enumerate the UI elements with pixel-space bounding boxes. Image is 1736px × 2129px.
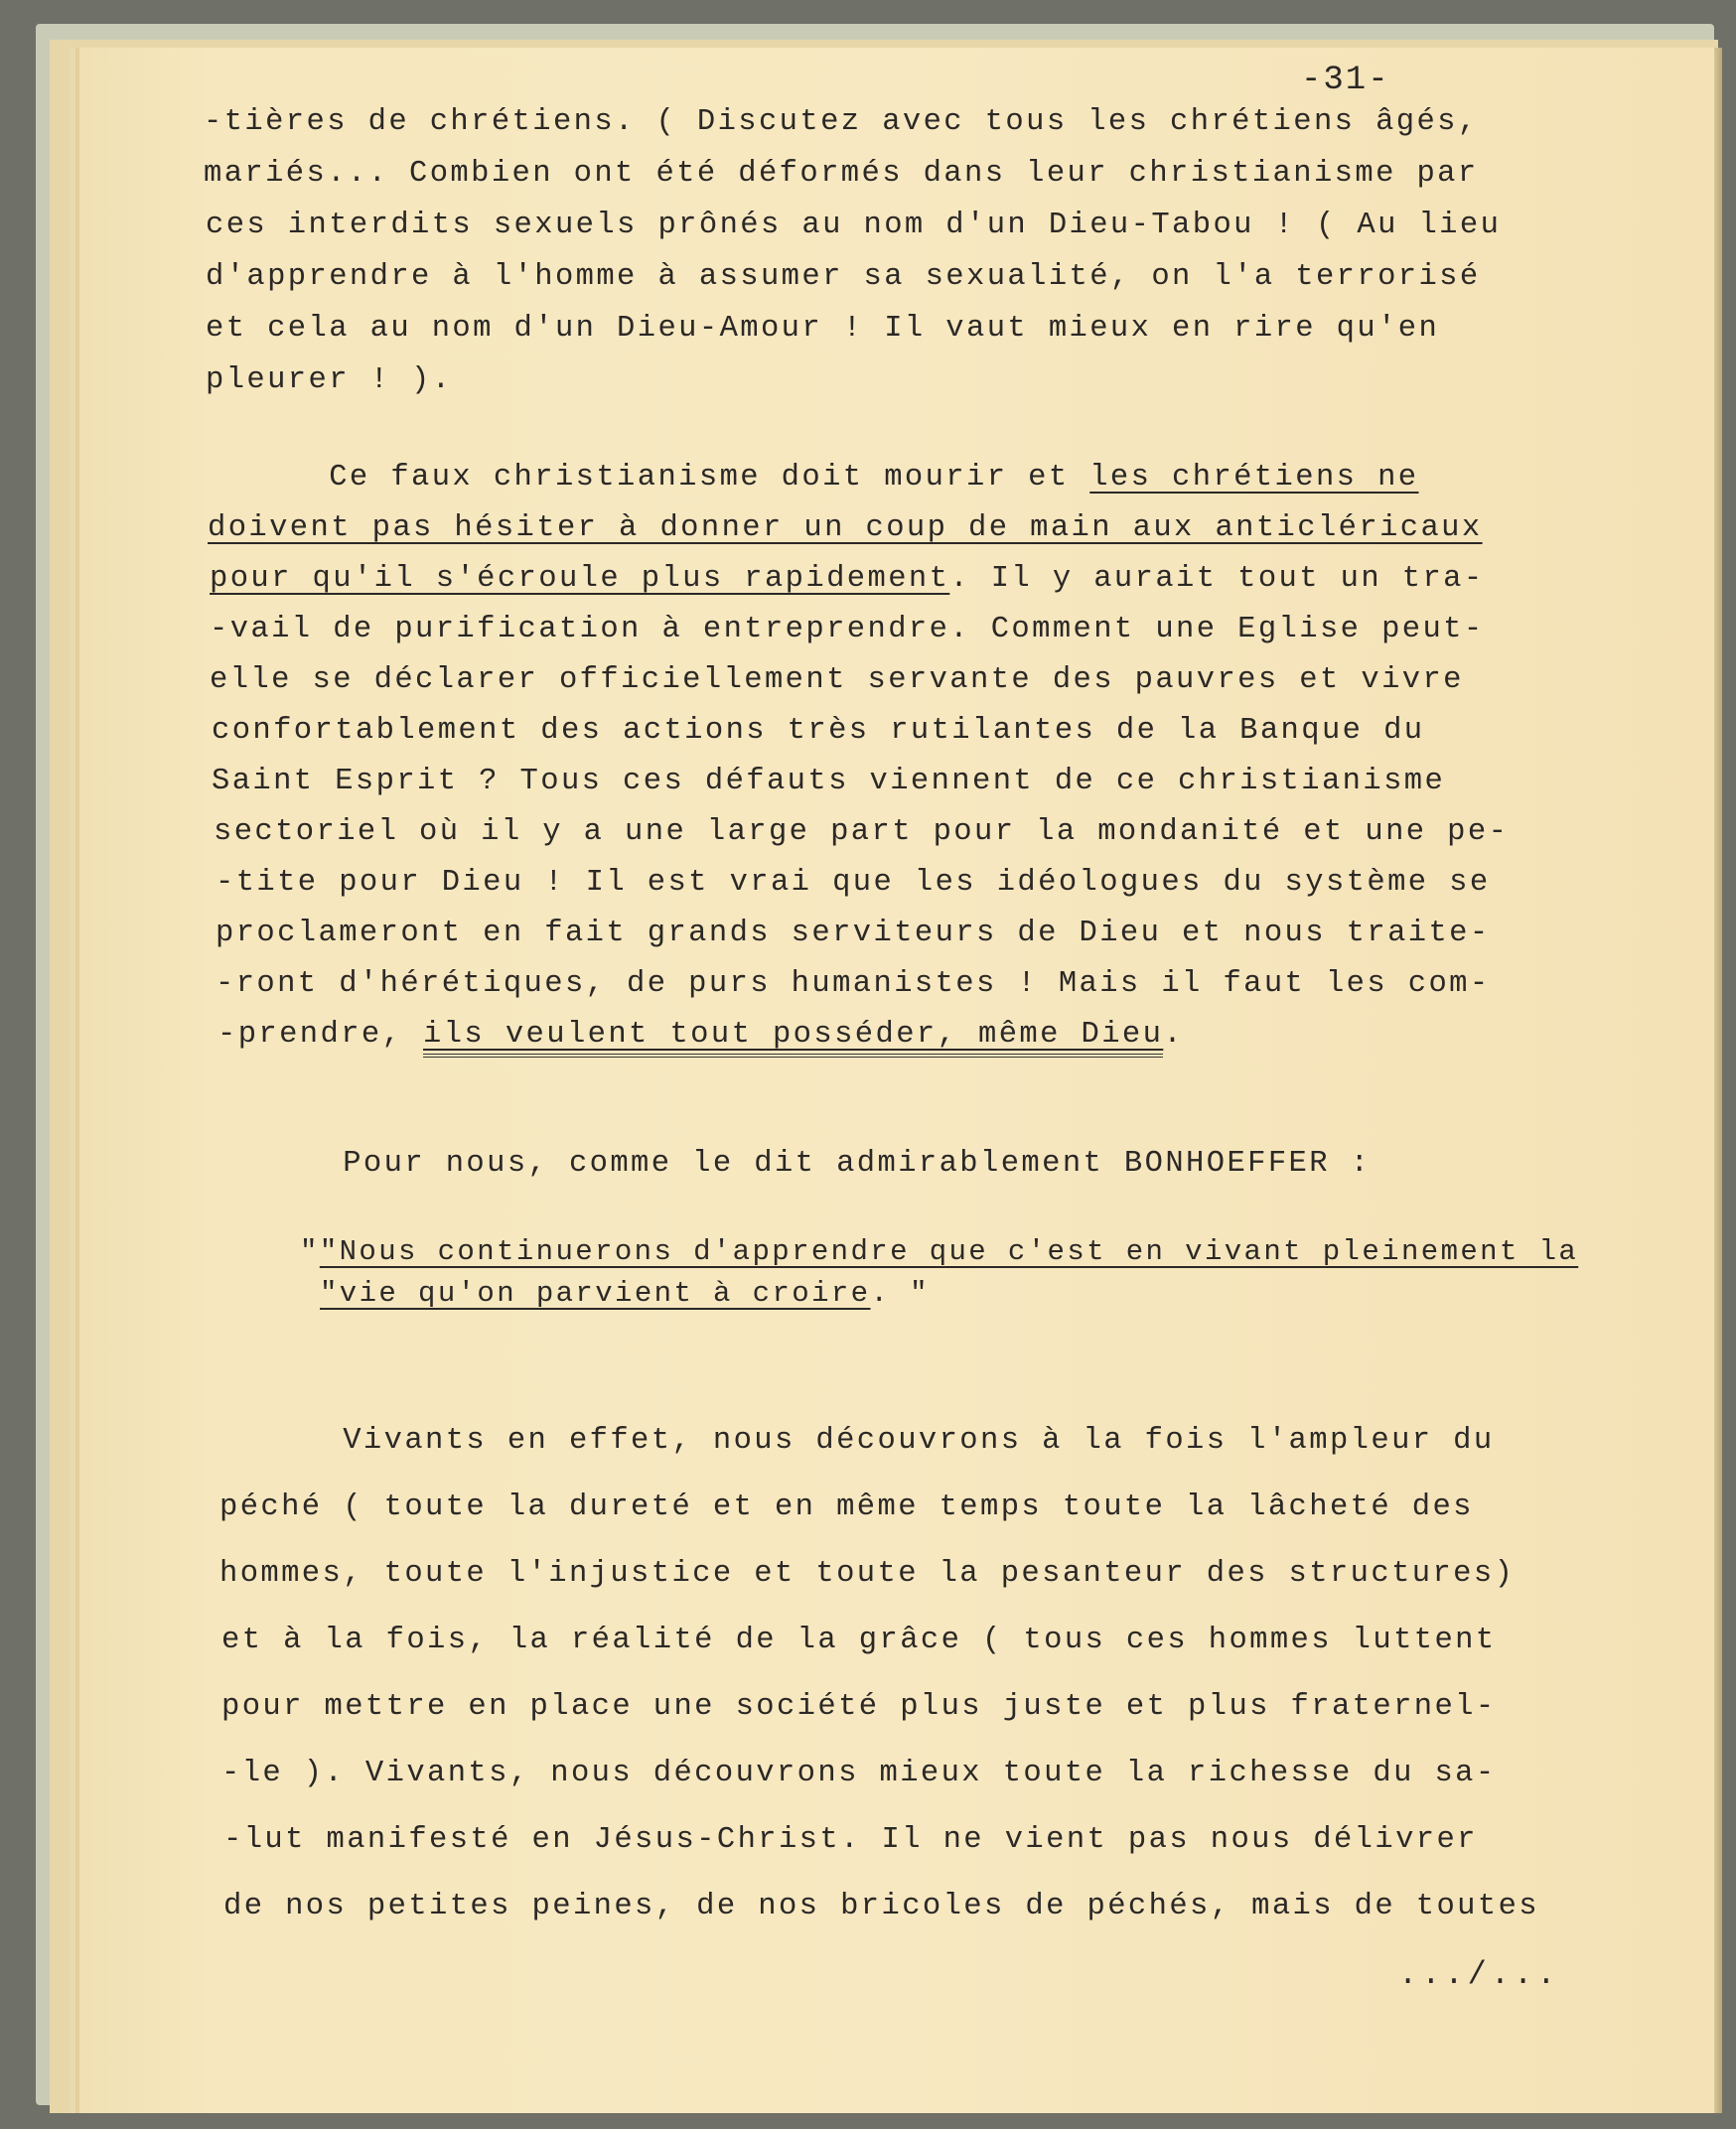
text-segment: -prendre, [217, 1018, 424, 1052]
text-segment: . " [870, 1277, 930, 1310]
text-line: Saint Esprit ? Tous ces défauts viennent de ce christianisme [212, 765, 1446, 798]
text-line: elle se déclarer officiellement servante des pauvres et vivre [210, 663, 1464, 697]
underlined-text: "vie qu'on parvient à croire [320, 1277, 871, 1310]
text-line: mariés... Combien ont été déformés dans leur christianisme par [204, 157, 1479, 191]
text-line: -lut manifesté en Jésus-Christ. Il ne vient pas nous délivrer [223, 1823, 1478, 1857]
underlined-text: les chrétiens ne [1089, 461, 1419, 495]
text-line: pour mettre en place une société plus juste et plus fraternel- [221, 1690, 1497, 1724]
text-line: de nos petites peines, de nos bricoles de péchés, mais de toutes [223, 1890, 1539, 1923]
document-page [79, 48, 1718, 2113]
text-line: Pour nous, comme le dit admirablement BONHOEFFER : [219, 1147, 1372, 1181]
text-line: -vail de purification à entreprendre. Comment une Eglise peut- [210, 613, 1485, 646]
underlined-text: "Nous continuerons d'apprendre que c'est en vivant pleinement la [319, 1235, 1579, 1268]
text-line: d'apprendre à l'homme à assumer sa sexualité, on l'a terrorisé [206, 260, 1481, 294]
text-line [206, 463, 1418, 494]
quote-line [320, 1279, 930, 1308]
text-line: et à la fois, la réalité de la grâce ( tous ces hommes luttent [221, 1624, 1497, 1657]
continuation-mark: .../... [1398, 1956, 1560, 1993]
text-line: péché ( toute la dureté et en même temps toute la lâcheté des [219, 1490, 1474, 1524]
underlined-text: ils veulent tout posséder, même Dieu [423, 1018, 1163, 1058]
text-line: et cela au nom d'un Dieu-Amour ! Il vaut mieux en rire qu'en [206, 312, 1440, 346]
text-line: -ront d'hérétiques, de purs humanistes ! Mais il faut les com- [216, 967, 1491, 1001]
text-line: confortablement des actions très rutilantes de la Banque du [212, 714, 1425, 748]
text-line: -tières de chrétiens. ( Discutez avec tous les chrétiens âgés, [204, 105, 1479, 139]
underlined-text: doivent pas hésiter à donner un coup de main aux anticléricaux [208, 511, 1483, 545]
text-line [217, 1020, 1184, 1051]
text-line: ces interdits sexuels prônés au nom d'un Dieu-Tabou ! ( Au lieu [206, 209, 1502, 242]
text-line [208, 513, 1483, 544]
text-line [210, 564, 1485, 595]
text-segment: Ce faux christianisme doit mourir et [206, 461, 1090, 495]
text-segment: " [300, 1235, 320, 1268]
underlined-text: pour qu'il s'écroule plus rapidement [210, 562, 950, 596]
page-edge [1714, 48, 1722, 2113]
quote-line [300, 1237, 1578, 1266]
text-line: -le ). Vivants, nous découvrons mieux toute la richesse du sa- [221, 1757, 1497, 1790]
text-line: hommes, toute l'injustice et toute la pesanteur des structures) [219, 1557, 1516, 1591]
text-line: proclameront en fait grands serviteurs de Dieu et nous traite- [216, 917, 1491, 950]
text-line: Vivants en effet, nous découvrons à la fois l'ampleur du [219, 1424, 1495, 1458]
page-number: -31- [1301, 62, 1390, 99]
text-line: pleurer ! ). [206, 363, 453, 397]
text-segment: . Il y aurait tout un tra- [949, 562, 1485, 596]
text-segment: . [1163, 1018, 1185, 1052]
text-line: sectoriel où il y a une large part pour la mondanité et une pe- [214, 815, 1510, 849]
text-line: -tite pour Dieu ! Il est vrai que les idéologues du système se [216, 866, 1491, 900]
